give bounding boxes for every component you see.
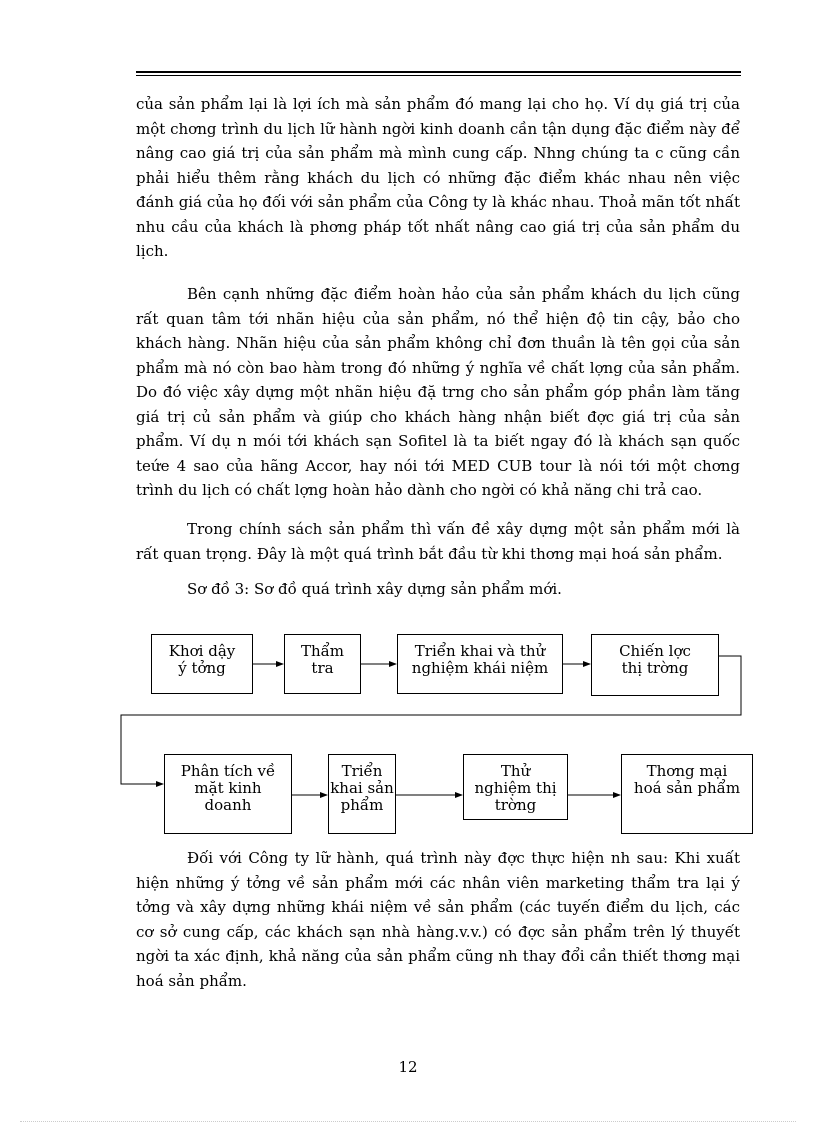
diagram-caption: Sơ đồ 3: Sơ đồ quá trình xây dựng sản phẩm mới. — [187, 580, 562, 598]
step-market-testing: Thử nghiệm thị trờng — [463, 754, 568, 820]
step-market-strategy: Chiến lợc thị trờng — [591, 634, 719, 696]
paragraph-4: Đối với Công ty lữ hành, quá trình này đợc thực hiện nh sau: Khi xuất hiện những ý tởng về sản phẩm mới các nhân viên marketing thẩm tra lại ý tởng và xây dựng những khái niệm về sản phẩm (các tuyến điểm du lịch, các cơ sở cung cấp, các khách sạn nhà hàng.v.v.) có đợc sản phẩm trên lý thuyết ngời ta xác định, khả năng của sản phẩm cũng nh thay đổi cần thiết thơng mại hoá sản phẩm. — [136, 849, 740, 990]
step-concept-testing: Triển khai và thử nghiệm khái niệm — [397, 634, 563, 694]
step-business-analysis: Phân tích về mặt kinh doanh — [164, 754, 292, 834]
page-number: 12 — [398, 1058, 418, 1076]
step-screening: Thẩm tra — [284, 634, 361, 694]
step-commercialization: Thơng mại hoá sản phẩm — [621, 754, 753, 834]
paragraph-1: của sản phẩm lại là lợi ích mà sản phẩm đó mang lại cho họ. Ví dụ giá trị của một chơng trình du lịch lữ hành ngời kinh doanh cần tận dụng đặc điểm này để nâng cao giá trị của sản phẩm mà mình cung cấp. Nhng chúng ta c cũng cần phải hiểu thêm rằng khách du lịch có những đặc điểm khác nhau nên việc đánh giá của họ đối với sản phẩm của Công ty là khác nhau. Thoả mãn tốt nhất nhu cầu của khách là phơng pháp tốt nhất nâng cao giá trị của sản phẩm du lịch. — [136, 95, 740, 260]
step-product-development: Triển khai sản phẩm — [328, 754, 396, 834]
paragraph-2: Bên cạnh những đặc điểm hoàn hảo của sản phẩm khách du lịch cũng rất quan tâm tới nhãn hiệu của sản phẩm, nó thể hiện độ tin cậy, bảo cho khách hàng. Nhãn hiệu của sản phẩm không chỉ đơn thuần là tên gọi của sản phẩm mà nó còn bao hàm trong đó những ý nghĩa về chất lợng của sản phẩm. Do đó việc xây dựng một nhãn hiệu đặ trng cho sản phẩm góp phần làm tăng giá trị củ sản phẩm và giúp cho khách hàng nhận biết đợc giá trị của sản phẩm. Ví dụ n mói tới khách sạn Sofitel là ta biết ngay đó là khách sạn quốc teứe 4 sao của hãng Accor, hay nói tới MED CUB tour là nói tới một chơng trình du lịch có chất lợng hoàn hảo dành cho ngời có khả năng chi trả cao. — [136, 285, 740, 499]
step-idea-generation: Khơi dậy ý tởng — [151, 634, 253, 694]
paragraph-3: Trong chính sách sản phẩm thì vấn đề xây dựng một sản phẩm mới là rất quan trọng. Đây là một quá trình bắt đầu từ khi thơng mại hoá sản phẩm. — [136, 520, 740, 563]
page-bottom-border — [20, 1121, 796, 1122]
